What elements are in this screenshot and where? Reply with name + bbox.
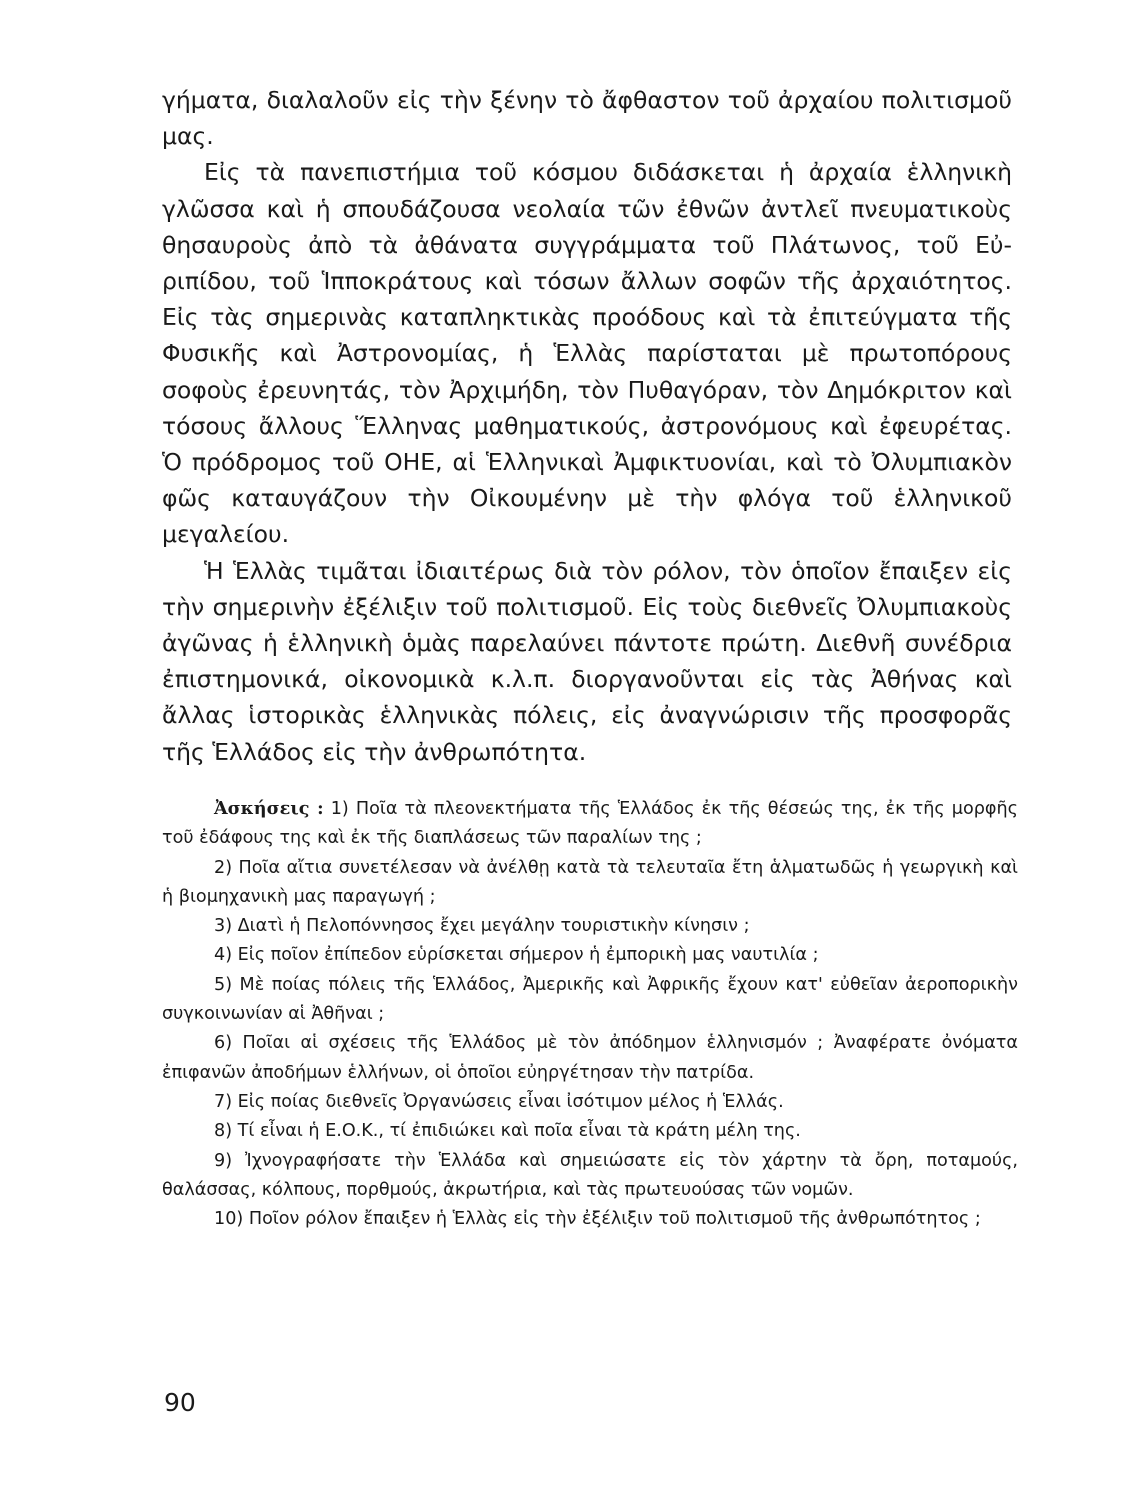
paragraph-continuation: γήματα, διαλαλοῦν εἰς τὴν ξένην τὸ ἄφθαστον τοῦ ἀρχαίου πολιτισμοῦ μας.	[162, 86, 1012, 151]
exercise-item	[162, 794, 1018, 854]
paragraph-universities: Εἰς τὰ πανεπιστήμια τοῦ κόσμου διδάσκεται ἡ ἀρχαία ἑλληνικὴ γλῶσσα καὶ ἡ σπουδάζουσα νεολαία τῶν ἐθνῶν ἀντλεῖ πνευματικοὺς θησαυροὺς ἀπὸ τὰ ἀθάνατα συγγράμματα τοῦ Πλάτωνος, τοῦ Εὐριπίδου, τοῦ Ἱπποκράτους καὶ τόσων ἄλλων σοφῶν τῆς ἀρχαιότητος. Εἰς τὰς σημερινὰς καταπληκτικὰς προόδους καὶ τὰ ἐπιτεύγματα τῆς Φυσικῆς καὶ Ἀστρονομίας, ἡ Ἑλλὰς παρίσταται μὲ πρωτοπόρους σοφοὺς ἐρευνητάς, τὸν Ἀρχιμήδη, τὸν Πυθαγόραν, τὸν Δημόκριτον καὶ τόσους ἄλλους Ἕλληνας μαθηματικούς, ἀστρονόμους καὶ ἐφευρέτας. Ὁ πρόδρομος τοῦ ΟΗΕ, αἱ Ἑλληνικαὶ Ἀμφικτυονίαι, καὶ τὸ Ὀλυμπιακὸν φῶς καταυγάζουν τὴν Οἰκουμένην μὲ τὴν φλόγα τοῦ ἑλληνικοῦ μεγαλείου.	[162, 158, 1012, 549]
paragraph-greece-honored: Ἡ Ἑλλὰς τιμᾶται ἰδιαιτέρως διὰ τὸν ρόλον, τὸν ὁποῖον ἔπαιξεν εἰς τὴν σημερινὴν ἐξέλιξιν τοῦ πολιτισμοῦ. Εἰς τοὺς διεθνεῖς Ὀλυμπιακοὺς ἀγῶνας ἡ ἑλληνικὴ ὁμὰς παρελαύνει πάντοτε πρώτη. Διεθνῆ συνέδρια ἐπιστημονικά, οἰκονομικὰ κ.λ.π. διοργανοῦνται εἰς τὰς Ἀθήνας καὶ ἄλλας ἱστορικὰς ἑλληνικὰς πόλεις, εἰς ἀναγνώρισιν τῆς προσφορᾶς τῆς Ἑλλάδος εἰς τὴν ἀνθρωπότητα.	[162, 556, 1012, 766]
exercise-item: 6) Ποῖαι αἱ σχέσεις τῆς Ἑλλάδος μὲ τὸν ἀπόδημον ἑλληνισμόν ; Ἀναφέρατε ὀνόματα ἐπιφανῶν ἀποδήμων ἑλλήνων, οἱ ὁποῖοι εὐηργέτησαν τὴν πατρίδα.	[162, 1033, 1018, 1083]
exercise-item: 10) Ποῖον ρόλον ἔπαιξεν ἡ Ἑλλὰς εἰς τὴν ἐξέλιξιν τοῦ πολιτισμοῦ τῆς ἀνθρωπότητος ;	[214, 1209, 981, 1230]
exercise-item: 5) Μὲ ποίας πόλεις τῆς Ἑλλάδος, Ἀμερικῆς καὶ Ἀφρικῆς ἔχουν κατ' εὐθεῖαν ἀεροπορικὴν συγκοινωνίαν αἱ Ἀθῆναι ;	[162, 974, 1018, 1025]
exercise-item: 2) Ποῖα αἴτια συνετέλεσαν νὰ ἀνέλθῃ κατὰ τὰ τελευταῖα ἔτη ἁλματωδῶς ἡ γεωργικὴ καὶ ἡ βιομηχανικὴ μας παραγωγή ;	[162, 857, 1018, 907]
main-text	[162, 82, 1012, 770]
page-number: 90	[164, 1388, 196, 1417]
exercise-item: 7) Εἰς ποίας διεθνεῖς Ὀργανώσεις εἶναι ἰσότιμον μέλος ἡ Ἑλλάς.	[214, 1091, 784, 1112]
exercises-heading: Ἀσκήσεις :	[214, 798, 324, 819]
exercises-section	[162, 794, 1018, 1234]
exercise-item: 4) Εἰς ποῖον ἐπίπεδον εὑρίσκεται σήμερον ἡ ἐμπορικὴ μας ναυτιλία ;	[214, 945, 819, 966]
exercise-text: 1) Ποῖα τὰ πλεονεκτήματα τῆς Ἑλλάδος ἐκ τῆς θέσεώς της, ἐκ τῆς μορφῆς τοῦ ἐδάφους της καὶ ἐκ τῆς διαπλάσεως τῶν παραλίων της ;	[162, 799, 1018, 849]
exercise-item: 3) Διατὶ ἡ Πελοπόννησος ἔχει μεγάλην τουριστικὴν κίνησιν ;	[214, 916, 750, 937]
exercise-item: 8) Τί εἶναι ἡ Ε.Ο.Κ., τί ἐπιδιώκει καὶ ποῖα εἶναι τὰ κράτη μέλη της.	[214, 1121, 801, 1142]
exercise-item: 9) Ἰχνογραφήσατε τὴν Ἑλλάδα καὶ σημειώσατε εἰς τὸν χάρτην τὰ ὄρη, ποταμούς, θαλάσσας, κόλπους, πορθμούς, ἀκρωτήρια, καὶ τὰς πρωτευούσας τῶν νομῶν.	[162, 1150, 1018, 1200]
